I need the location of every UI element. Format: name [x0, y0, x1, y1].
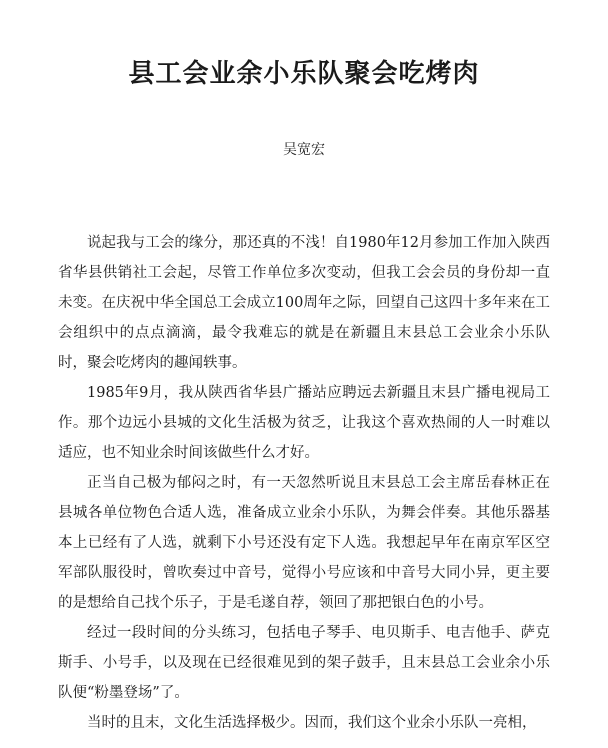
paragraph-5: 当时的且末，文化生活选择极少。因而，我们这个业余小乐队一亮相， [87, 715, 537, 731]
article-author: 吴宽宏 [283, 142, 325, 158]
paragraph-2: 1985年9月，我从陕西省华县广播站应聘远去新疆且末县广播电视局工作。那个边远小县城的文化生活极为贫乏，让我这个喜欢热闹的人一时难以适应，也不知业余时间该做些什么才好。 [58, 385, 550, 461]
paragraph-3: 正当自己极为郁闷之时，有一天忽然听说且末县总工会主席岳春林正在县城各单位物色合适人选，准备成立业余小乐队，为舞会伴奏。其他乐器基本上已经有了人选，就剩下小号还没有定下人选。我想起早年在南京军区空军部队服役时，曾吹奏过中音号，觉得小号应该和中音号大同小异，更主要的是想给自己找个乐子，于是毛遂自荐，领回了那把银白色的小号。 [58, 475, 550, 611]
article-title: 县工会业余小乐队聚会吃烤肉 [128, 59, 480, 89]
paragraph-1: 说起我与工会的缘分，那还真的不浅！自1980年12月参加工作加入陕西省华县供销社工会起，尽管工作单位多次变动，但我工会会员的身份却一直未变。在庆祝中华全国总工会成立100周年之际，回望自己这四十多年来在工会组织中的点点滴滴，最令我难忘的就是在新疆且末县总工会业余小乐队时，聚会吃烤肉的趣闻轶事。 [58, 235, 550, 371]
article-body [58, 228, 550, 738]
paragraph-4: 经过一段时间的分头练习，包括电子琴手、电贝斯手、电吉他手、萨克斯手、小号手，以及现在已经很难见到的架子鼓手，且末县总工会业余小乐队便“粉墨登场”了。 [58, 625, 550, 701]
